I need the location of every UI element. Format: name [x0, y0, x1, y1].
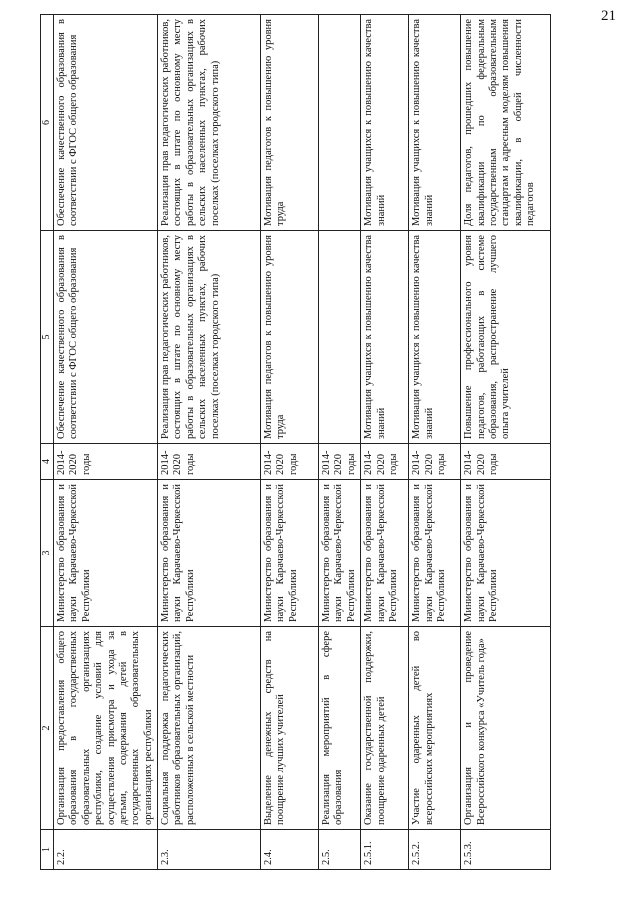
- table-row: [361, 15, 409, 870]
- executor-cell: Министерство образования и науки Карачаево-Черкесской Республики: [158, 480, 261, 627]
- years-cell: 2014-2020 годы: [54, 444, 158, 480]
- column-header: 6: [41, 15, 54, 231]
- table-row: [409, 15, 461, 870]
- years-cell: 2014-2020 годы: [461, 444, 551, 480]
- event-cell: Организация предоставления общего образования в государственных образовательных организациях республики, создание условий для осуществления присмотра и ухода за детьми, содержания детей в государственных образовательных организациях республики: [54, 627, 158, 830]
- executor-cell: Министерство образования и науки Карачаево-Черкесской Республики: [54, 480, 158, 627]
- table-row: [261, 15, 319, 870]
- row-number: 2.5.2.: [409, 830, 461, 870]
- event-cell: Участие одаренных детей во всероссийских мероприятиях: [409, 627, 461, 830]
- executor-cell: Министерство образования и науки Карачаево-Черкесской Республики: [409, 480, 461, 627]
- program-measures-table: [40, 14, 551, 870]
- row-number: 2.2.: [54, 830, 158, 870]
- column-header: 2: [41, 627, 54, 830]
- event-cell: Оказание государственной поддержки, поощрение одаренных детей: [361, 627, 409, 830]
- row-number: 2.5.: [319, 830, 361, 870]
- event-cell: Выделение денежных средств на поощрение лучших учителей: [261, 627, 319, 830]
- executor-cell: Министерство образования и науки Карачаево-Черкесской Республики: [461, 480, 551, 627]
- indicator-cell: Мотивация педагогов к повышению уровня труда: [261, 15, 319, 231]
- column-header: 4: [41, 444, 54, 480]
- indicator-cell: Доля педагогов, прошедших повышение квалификации по федеральным государственным образовательным стандартам и адресным моделям повышения квалификации, в общей численности педагогов: [461, 15, 551, 231]
- table-row: [461, 15, 551, 870]
- event-cell: Реализация мероприятий в сфере образования: [319, 627, 361, 830]
- result-cell: Обеспечение качественного образования в соответствии с ФГОС общего образования: [54, 231, 158, 444]
- rotated-table-container: [40, 15, 600, 870]
- result-cell: Повышение профессионального уровня педагогов, работающих в системе образования, распространение лучшего опыта учителей: [461, 231, 551, 444]
- result-cell: Реализация прав педагогических работников, состоящих в штате по основному месту работы в образовательных организациях в сельских населенных пунктах, рабочих поселках (поселках городского типа): [158, 231, 261, 444]
- years-cell: 2014-2020 годы: [361, 444, 409, 480]
- table-row: [54, 15, 158, 870]
- years-cell: 2014-2020 годы: [158, 444, 261, 480]
- executor-cell: Министерство образования и науки Карачаево-Черкесской Республики: [261, 480, 319, 627]
- event-cell: Социальная поддержка педагогических работников образовательных организаций, расположенных в сельской местности: [158, 627, 261, 830]
- executor-cell: Министерство образования и науки Карачаево-Черкесской Республики: [319, 480, 361, 627]
- years-cell: 2014-2020 годы: [261, 444, 319, 480]
- row-number: 2.5.1.: [361, 830, 409, 870]
- table-row: [319, 15, 361, 870]
- row-number: 2.3.: [158, 830, 261, 870]
- indicator-cell: [319, 15, 361, 231]
- indicator-cell: Мотивация учащихся к повышению качества знаний: [361, 15, 409, 231]
- indicator-cell: Обеспечение качественного образования в соответствии с ФГОС общего образования: [54, 15, 158, 231]
- event-cell: Организация и проведение Всероссийского конкурса «Учитель года»: [461, 627, 551, 830]
- header-row: [41, 15, 54, 870]
- column-header: 5: [41, 231, 54, 444]
- table-row: [158, 15, 261, 870]
- result-cell: Мотивация педагогов к повышению уровня труда: [261, 231, 319, 444]
- indicator-cell: Мотивация учащихся к повышению качества знаний: [409, 15, 461, 231]
- column-header: 3: [41, 480, 54, 627]
- result-cell: Мотивация учащихся к повышению качества знаний: [409, 231, 461, 444]
- result-cell: Мотивация учащихся к повышению качества знаний: [361, 231, 409, 444]
- row-number: 2.4.: [261, 830, 319, 870]
- row-number: 2.5.3.: [461, 830, 551, 870]
- result-cell: [319, 231, 361, 444]
- column-header: 1: [41, 830, 54, 870]
- page-number: 21: [601, 8, 616, 24]
- executor-cell: Министерство образования и науки Карачаево-Черкесской Республики: [361, 480, 409, 627]
- years-cell: 2014-2020 годы: [319, 444, 361, 480]
- years-cell: 2014-2020 годы: [409, 444, 461, 480]
- indicator-cell: Реализация прав педагогических работников, состоящих в штате по основному месту работы в образовательных организациях в сельских населенных пунктах, рабочих поселках (поселках городского типа): [158, 15, 261, 231]
